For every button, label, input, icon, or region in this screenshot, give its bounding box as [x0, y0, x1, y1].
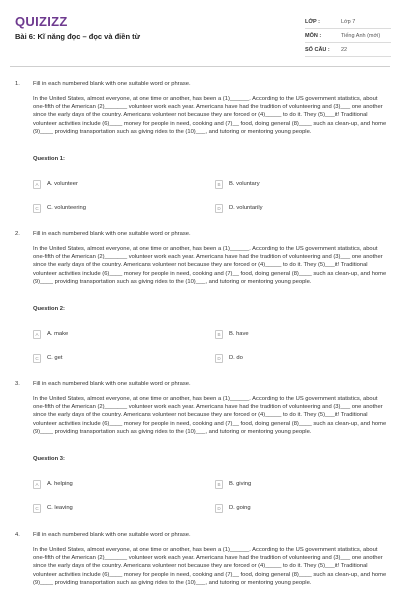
meta-value: 22 — [341, 46, 348, 53]
question-number: 2. — [15, 231, 20, 237]
question-label: Question 1: — [33, 156, 65, 162]
option-text: A. helping — [47, 481, 73, 488]
meta-label: LỚP : — [305, 18, 320, 25]
question-instruction: Fill in each numbered blank with one suitable word or phrase. — [33, 231, 191, 237]
option-text: D. going — [229, 505, 251, 512]
question-instruction: Fill in each numbered blank with one suitable word or phrase. — [33, 81, 191, 87]
option-d[interactable] — [215, 504, 251, 513]
question-instruction: Fill in each numbered blank with one suitable word or phrase. — [33, 532, 191, 538]
option-letter-badge: C — [33, 204, 41, 213]
option-letter-badge: D — [215, 354, 223, 363]
quizizz-logo: QUIZIZZ — [15, 14, 68, 29]
meta-label: MÔN : — [305, 32, 322, 39]
question-paragraph: In the United States, almost everyone, at one time or another, has been a (1)______. According to the US government statistics, about one-fifth of the American (2)_______ volunteer work each year. Americans have had the tradition of volunteering and (3)___ one another since the early days of the country. Americans volunteer not because they are forced or (4)_____ to do it. They (5)___it! Traditional volunteer activities include (6)____ money for people in need, cooking and (7)__ food, doing general (8)____ such as clean-up, and home (9)____ providing transportation such as giving rides to the (10)___, and tutoring or mentoring young people. — [33, 96, 387, 135]
question-number: 3. — [15, 381, 20, 387]
question-instruction: Fill in each numbered blank with one suitable word or phrase. — [33, 381, 191, 387]
option-letter-badge: A — [33, 180, 41, 189]
option-letter-badge: D — [215, 504, 223, 513]
option-c[interactable] — [33, 204, 86, 213]
option-d[interactable] — [215, 354, 243, 363]
meta-value: Lớp 7 — [341, 18, 356, 25]
question-number: 1. — [15, 81, 20, 87]
option-text: C. leaving — [47, 505, 73, 512]
meta-value: Tiếng Anh (mới) — [341, 32, 381, 39]
option-text: B. have — [229, 331, 249, 338]
option-a[interactable] — [33, 480, 73, 489]
option-b[interactable] — [215, 330, 249, 339]
option-c[interactable] — [33, 354, 62, 363]
option-text: A. make — [47, 331, 69, 338]
question-label: Question 2: — [33, 306, 65, 312]
option-text: D. voluntarily — [229, 205, 263, 212]
question-block — [15, 230, 390, 380]
option-letter-badge: C — [33, 504, 41, 513]
question-block — [15, 531, 390, 600]
option-text: D. do — [229, 355, 243, 362]
question-block — [15, 80, 390, 230]
option-d[interactable] — [215, 204, 263, 213]
option-text: C. volunteering — [47, 205, 86, 212]
option-letter-badge: B — [215, 480, 223, 489]
option-letter-badge: A — [33, 330, 41, 339]
meta-row-count — [305, 43, 391, 57]
question-paragraph: In the United States, almost everyone, at one time or another, has been a (1)______. According to the US government statistics, about one-fifth of the American (2)_______ volunteer work each year. Americans have had the tradition of volunteering and (3)___ one another since the early days of the country. Americans volunteer not because they are forced or (4)_____ to do it. They (5)___it! Traditional volunteer activities include (6)____ money for people in need, cooking and (7)__ food, doing general (8)____ such as clean-up, and home (9)____ providing transportation such as giving rides to the (10)___, and tutoring or mentoring young people. — [33, 547, 387, 586]
question-paragraph: In the United States, almost everyone, at one time or another, has been a (1)______. According to the US government statistics, about one-fifth of the American (2)_______ volunteer work each year. Americans have had the tradition of volunteering and (3)___ one another since the early days of the country. Americans volunteer not because they are forced or (4)_____ to do it. They (5)___it! Traditional volunteer activities include (6)____ money for people in need, cooking and (7)__ food, doing general (8)____ such as clean-up, and home (9)____ providing transportation such as giving rides to the (10)___, and tutoring or mentoring young people. — [33, 396, 387, 435]
meta-row-class — [305, 15, 391, 29]
option-letter-badge: A — [33, 480, 41, 489]
option-text: B. voluntary — [229, 181, 260, 188]
meta-label: SỐ CÂU : — [305, 46, 330, 53]
question-paragraph: In the United States, almost everyone, at one time or another, has been a (1)______. According to the US government statistics, about one-fifth of the American (2)_______ volunteer work each year. Americans have had the tradition of volunteering and (3)___ one another since the early days of the country. Americans volunteer not because they are forced or (4)_____ to do it. They (5)___it! Traditional volunteer activities include (6)____ money for people in need, cooking and (7)__ food, doing general (8)____ such as clean-up, and home (9)____ providing transportation such as giving rides to the (10)___, and tutoring or mentoring young people. — [33, 246, 387, 285]
worksheet-title: Bài 6: Kĩ năng đọc – đọc và điền từ — [15, 32, 141, 41]
option-a[interactable] — [33, 180, 78, 189]
question-number: 4. — [15, 532, 20, 538]
option-text: C. get — [47, 355, 63, 362]
option-b[interactable] — [215, 480, 251, 489]
meta-row-subject — [305, 29, 391, 43]
option-text: A. volunteer — [47, 181, 78, 188]
option-a[interactable] — [33, 330, 68, 339]
option-letter-badge: B — [215, 180, 223, 189]
option-b[interactable] — [215, 180, 260, 189]
question-block — [15, 380, 390, 530]
option-text: B. giving — [229, 481, 252, 488]
header-divider — [10, 66, 390, 67]
option-letter-badge: C — [33, 354, 41, 363]
meta-table — [305, 15, 391, 57]
question-label: Question 3: — [33, 456, 65, 462]
option-letter-badge: D — [215, 204, 223, 213]
option-c[interactable] — [33, 504, 73, 513]
option-letter-badge: B — [215, 330, 223, 339]
